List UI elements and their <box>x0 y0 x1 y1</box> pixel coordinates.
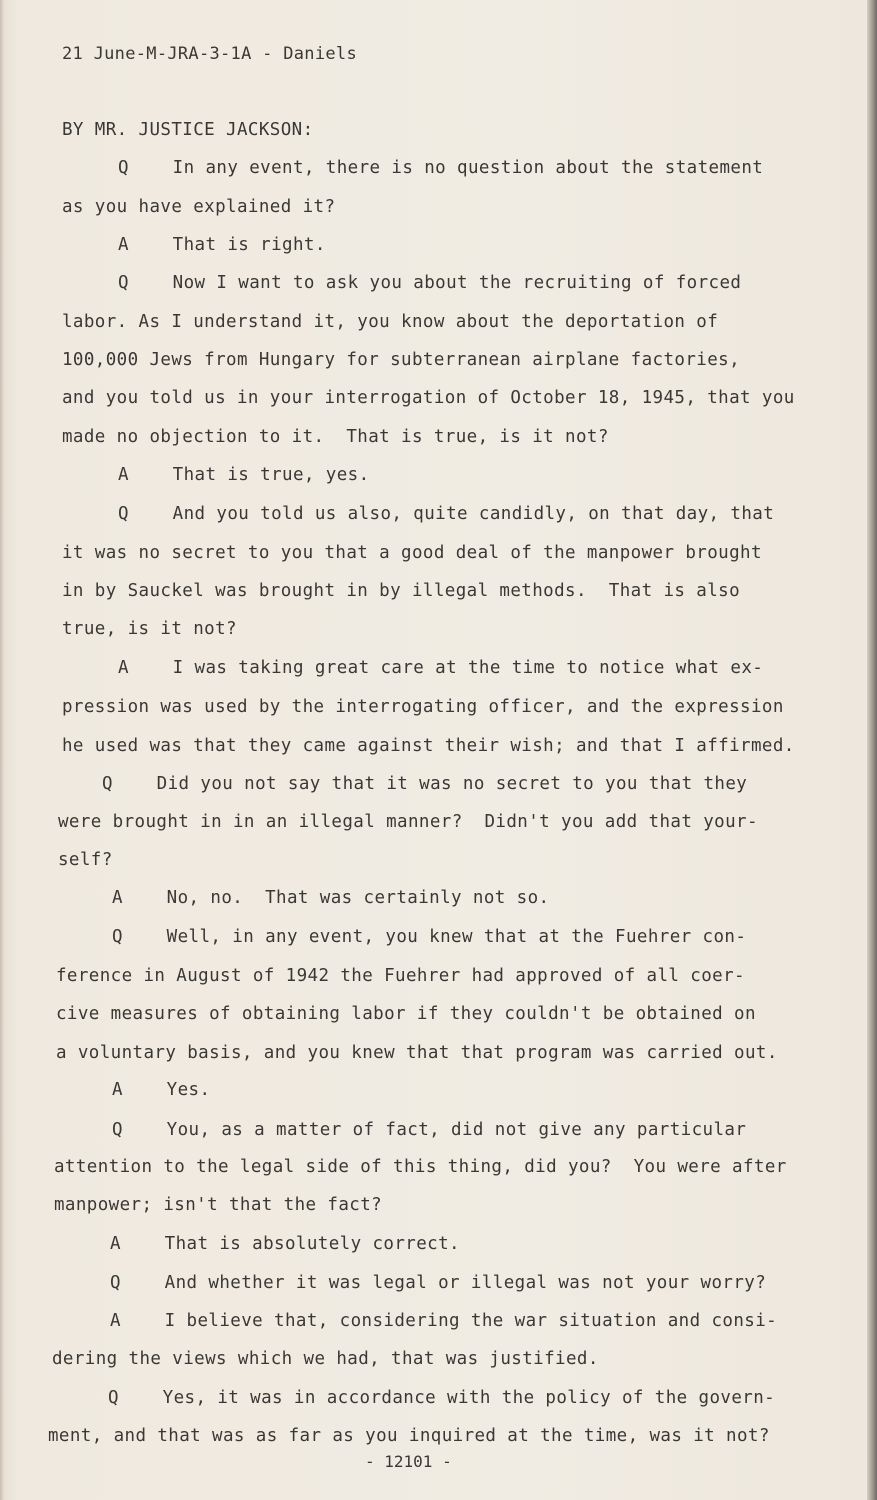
text-line: ference in August of 1942 the Fuehrer had approved of all coer- <box>56 966 745 986</box>
text-line: A Yes. <box>112 1080 211 1100</box>
text-line: A I was taking great care at the time to notice what ex- <box>118 658 764 678</box>
text-line: were brought in in an illegal manner? Didn't you add that your- <box>58 812 758 832</box>
text-line: in by Sauckel was brought in by illegal methods. That is also <box>62 581 741 601</box>
page-number: - 12101 - <box>365 1452 452 1471</box>
text-line: A That is absolutely correct. <box>110 1234 460 1254</box>
text-line: true, is it not? <box>62 619 237 639</box>
text-line: Q You, as a matter of fact, did not give any particular <box>112 1120 747 1140</box>
text-line: Q In any event, there is no question about the statement <box>118 158 764 178</box>
paper-right-edge <box>867 0 877 1500</box>
text-line: Q Now I want to ask you about the recruiting of forced <box>118 273 742 293</box>
text-line: A No, no. That was certainly not so. <box>112 888 550 908</box>
text-line: A That is right. <box>118 235 326 255</box>
text-line: made no objection to it. That is true, is it not? <box>62 427 609 447</box>
text-line: BY MR. JUSTICE JACKSON: <box>62 120 314 140</box>
text-line: he used was that they came against their wish; and that I affirmed. <box>62 736 795 756</box>
page-header: 21 June-M-JRA-3-1A - Daniels <box>62 44 357 64</box>
text-line: Q And you told us also, quite candidly, on that day, that <box>118 504 775 524</box>
text-line: manpower; isn't that the fact? <box>54 1195 383 1215</box>
text-line: Q Yes, it was in accordance with the policy of the govern- <box>108 1388 776 1408</box>
text-line: Q Well, in any event, you knew that at the Fuehrer con- <box>112 927 747 947</box>
text-line: labor. As I understand it, you know about the deportation of <box>62 312 719 332</box>
text-line: 100,000 Jews from Hungary for subterranean airplane factories, <box>62 350 741 370</box>
text-line: attention to the legal side of this thing, did you? You were after <box>54 1157 787 1177</box>
text-line: self? <box>58 850 113 870</box>
text-line: ment, and that was as far as you inquired at the time, was it not? <box>48 1426 770 1446</box>
text-line: A That is true, yes. <box>118 465 370 485</box>
text-line: a voluntary basis, and you knew that that program was carried out. <box>56 1043 778 1063</box>
text-line: and you told us in your interrogation of October 18, 1945, that you <box>62 388 795 408</box>
text-line: Q And whether it was legal or illegal was not your worry? <box>110 1273 767 1293</box>
text-line: pression was used by the interrogating officer, and the expression <box>62 697 784 717</box>
text-line: as you have explained it? <box>62 197 336 217</box>
text-line: cive measures of obtaining labor if they couldn't be obtained on <box>56 1004 756 1024</box>
text-line: dering the views which we had, that was justified. <box>52 1349 599 1369</box>
text-line: it was no secret to you that a good deal of the manpower brought <box>62 543 762 563</box>
text-line: A I believe that, considering the war situation and consi- <box>110 1311 778 1331</box>
paper-left-edge <box>0 0 4 1500</box>
text-line: Q Did you not say that it was no secret to you that they <box>102 774 748 794</box>
